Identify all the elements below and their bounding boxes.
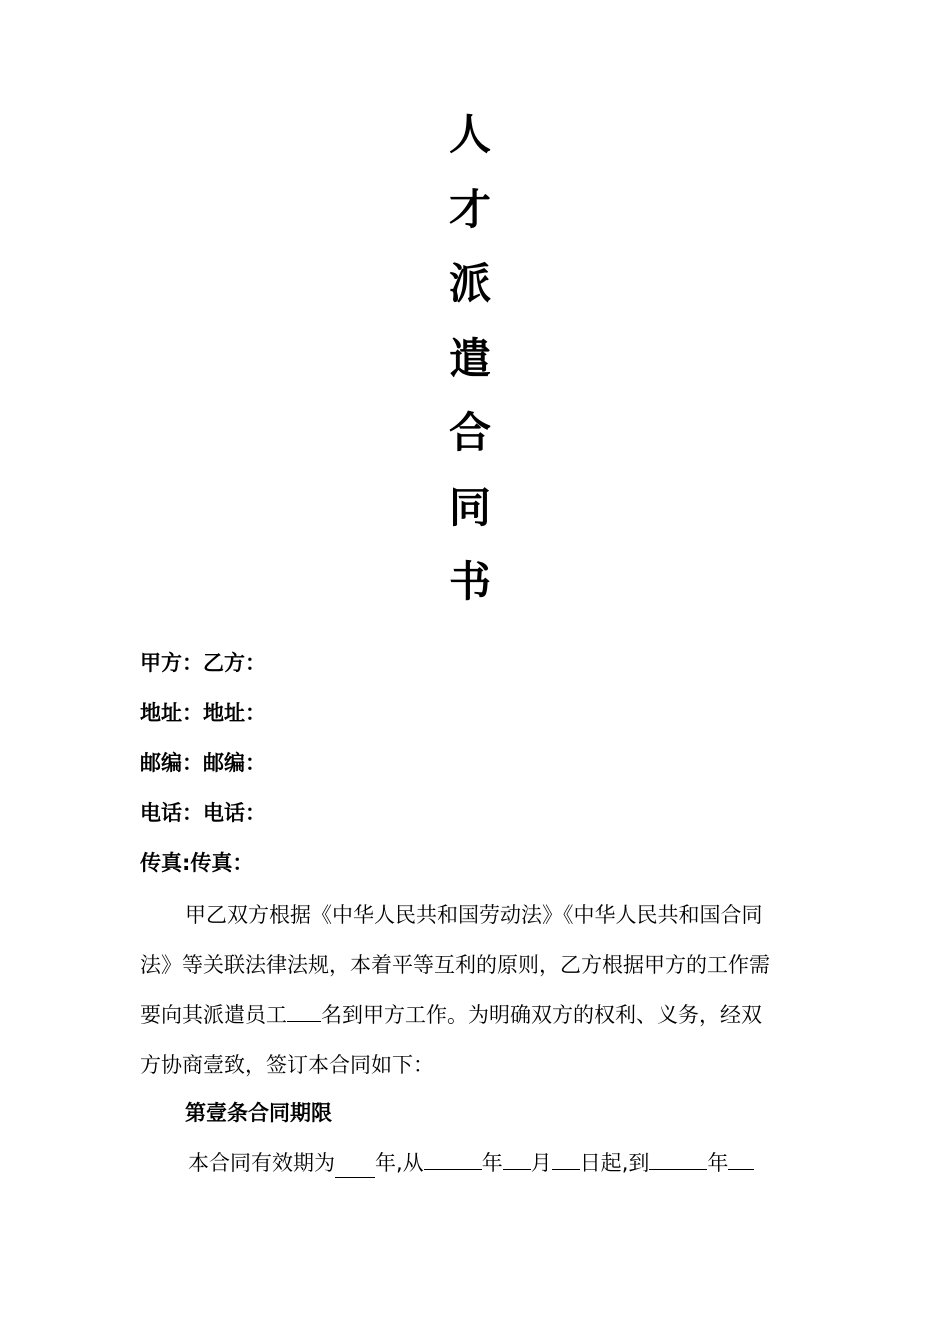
term-text: 年 (375, 1151, 396, 1175)
title-char: 遣 (448, 333, 491, 383)
article-heading: 第壹条合同期限 (185, 1101, 332, 1125)
term-text: ,从 (396, 1151, 424, 1175)
end-year-blank (649, 1143, 707, 1170)
term-line (188, 1138, 754, 1188)
intro-line (140, 990, 820, 1040)
title-char: 合 (448, 408, 491, 457)
party-info (140, 641, 820, 891)
title-char: 派 (448, 259, 491, 308)
party-line-address: 地址：地址： (140, 701, 266, 725)
title-char: 书 (448, 557, 491, 606)
party-line-postcode: 邮编：邮编： (140, 751, 266, 775)
intro-text: 要向其派遣员工 (140, 1003, 287, 1027)
party-line-phone: 电话：电话： (140, 801, 266, 825)
document-title (445, 104, 495, 626)
party-line-fax: 传真:传真： (140, 851, 254, 875)
term-text: 年 (481, 1151, 503, 1175)
intro-line: 方协商壹致，签订本合同如下： (140, 1053, 434, 1077)
start-month-blank (503, 1143, 531, 1170)
title-char: 才 (448, 184, 491, 234)
intro-paragraph (140, 890, 820, 1090)
term-text: 年 (707, 1151, 729, 1175)
intro-text: 名到甲方工作。为明确双方的权利、义务，经双 (321, 1003, 762, 1027)
term-text: 月 (530, 1151, 552, 1175)
employee-count-blank (287, 995, 321, 1022)
term-years-blank (335, 1151, 375, 1178)
start-day-blank (552, 1143, 580, 1170)
intro-line: 甲乙双方根据《中华人民共和国劳动法》《中华人民共和国合同 (185, 903, 763, 927)
intro-line: 法》等关联法律法规，本着平等互利的原则，乙方根据甲方的工作需 (140, 953, 770, 977)
term-text: 日起 (579, 1151, 622, 1175)
title-char: 人 (448, 110, 491, 159)
term-text: ,到 (621, 1151, 650, 1175)
party-line-name: 甲方：乙方： (140, 651, 266, 675)
term-text: 本合同有效期为 (188, 1151, 335, 1175)
start-year-blank (424, 1143, 482, 1170)
title-char: 同 (448, 482, 491, 532)
end-month-blank (728, 1143, 754, 1170)
